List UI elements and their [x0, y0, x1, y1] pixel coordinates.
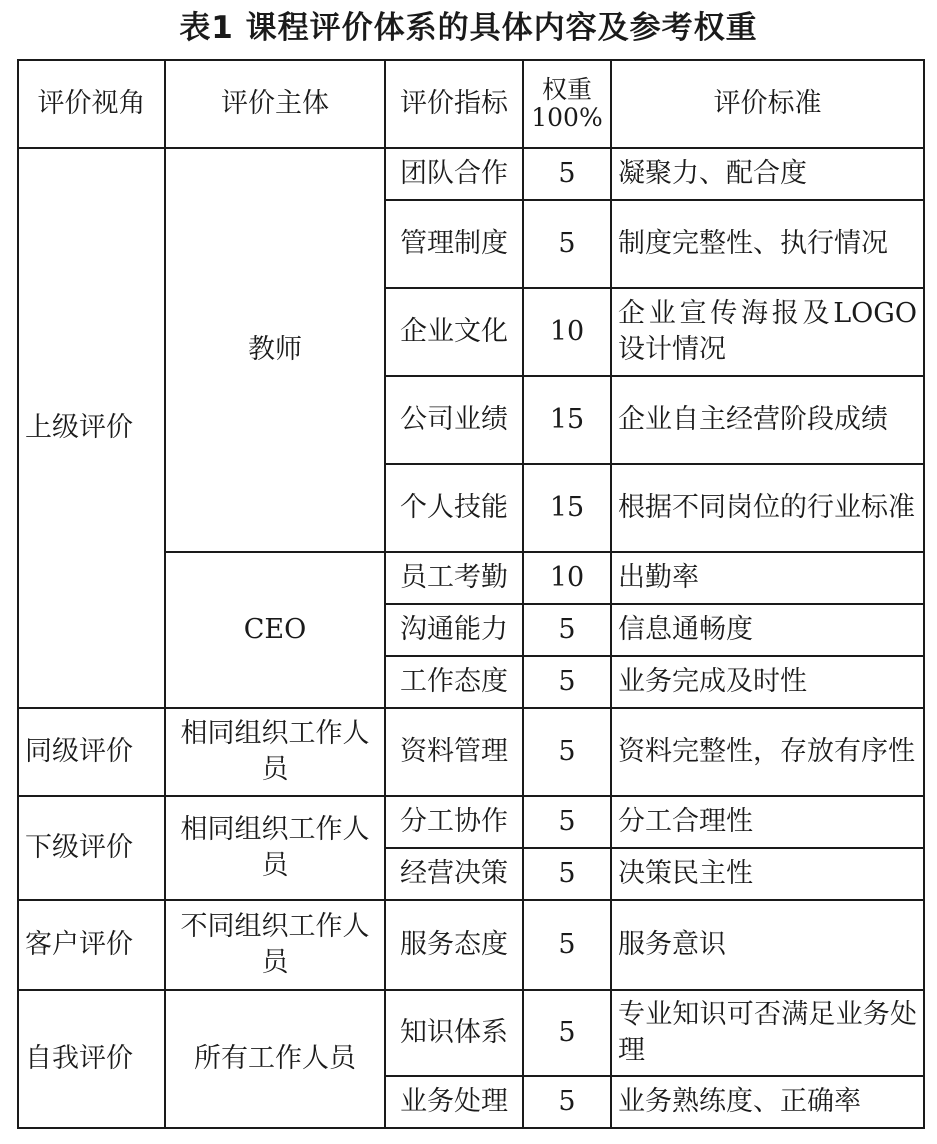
indicator-cell: 知识体系 — [385, 990, 523, 1076]
criteria-cell: 决策民主性 — [611, 848, 924, 900]
indicator-cell: 服务态度 — [385, 900, 523, 990]
group-self: 自我评价 — [18, 990, 165, 1128]
criteria-cell: 资料完整性，存放有序性 — [611, 708, 924, 796]
table-row — [18, 148, 924, 200]
criteria-cell: 企业自主经营阶段成绩 — [611, 376, 924, 464]
header-subject: 评价主体 — [165, 60, 385, 148]
header-perspective: 评价视角 — [18, 60, 165, 148]
table-row — [18, 796, 924, 848]
table-row — [18, 708, 924, 796]
weight-cell: 15 — [523, 464, 611, 552]
weight-cell: 5 — [523, 148, 611, 200]
criteria-cell: 业务完成及时性 — [611, 656, 924, 708]
weight-cell: 5 — [523, 604, 611, 656]
weight-cell: 5 — [523, 656, 611, 708]
weight-cell: 5 — [523, 200, 611, 288]
criteria-cell: 根据不同岗位的行业标准 — [611, 464, 924, 552]
weight-cell: 5 — [523, 1076, 611, 1128]
criteria-cell: 制度完整性、执行情况 — [611, 200, 924, 288]
evaluation-table — [17, 59, 925, 1129]
subject-teacher: 教师 — [165, 148, 385, 552]
criteria-cell: 服务意识 — [611, 900, 924, 990]
group-customer: 客户评价 — [18, 900, 165, 990]
subject-self: 所有工作人员 — [165, 990, 385, 1128]
criteria-cell: 出勤率 — [611, 552, 924, 604]
indicator-cell: 公司业绩 — [385, 376, 523, 464]
group-peer: 同级评价 — [18, 708, 165, 796]
header-weight-unit: 100% — [531, 103, 603, 132]
indicator-cell: 工作态度 — [385, 656, 523, 708]
header-indicator: 评价指标 — [385, 60, 523, 148]
weight-cell: 5 — [523, 900, 611, 990]
header-criteria: 评价标准 — [611, 60, 924, 148]
criteria-cell: 专业知识可否满足业务处理 — [611, 990, 924, 1076]
table-row — [18, 900, 924, 990]
indicator-cell: 沟通能力 — [385, 604, 523, 656]
criteria-cell: 分工合理性 — [611, 796, 924, 848]
table-row — [18, 990, 924, 1076]
criteria-cell: 信息通畅度 — [611, 604, 924, 656]
weight-cell: 5 — [523, 796, 611, 848]
indicator-cell: 业务处理 — [385, 1076, 523, 1128]
header-row — [18, 60, 924, 148]
subject-customer: 不同组织工作人员 — [165, 900, 385, 990]
criteria-cell: 企业宣传海报及LOGO设计情况 — [611, 288, 924, 376]
criteria-cell: 凝聚力、配合度 — [611, 148, 924, 200]
weight-cell: 10 — [523, 288, 611, 376]
weight-cell: 15 — [523, 376, 611, 464]
subject-peer: 相同组织工作人员 — [165, 708, 385, 796]
subject-subordinate: 相同组织工作人员 — [165, 796, 385, 900]
indicator-cell: 员工考勤 — [385, 552, 523, 604]
criteria-cell: 业务熟练度、正确率 — [611, 1076, 924, 1128]
indicator-cell: 团队合作 — [385, 148, 523, 200]
weight-cell: 5 — [523, 708, 611, 796]
group-subordinate: 下级评价 — [18, 796, 165, 900]
indicator-cell: 企业文化 — [385, 288, 523, 376]
header-weight — [523, 60, 611, 148]
header-weight-label: 权重 — [541, 75, 592, 104]
indicator-cell: 管理制度 — [385, 200, 523, 288]
group-superior: 上级评价 — [18, 148, 165, 708]
weight-cell: 10 — [523, 552, 611, 604]
weight-cell: 5 — [523, 990, 611, 1076]
indicator-cell: 分工协作 — [385, 796, 523, 848]
weight-cell: 5 — [523, 848, 611, 900]
table-title: 表1 课程评价体系的具体内容及参考权重 — [179, 10, 758, 46]
indicator-cell: 资料管理 — [385, 708, 523, 796]
indicator-cell: 经营决策 — [385, 848, 523, 900]
indicator-cell: 个人技能 — [385, 464, 523, 552]
subject-ceo: CEO — [165, 552, 385, 708]
